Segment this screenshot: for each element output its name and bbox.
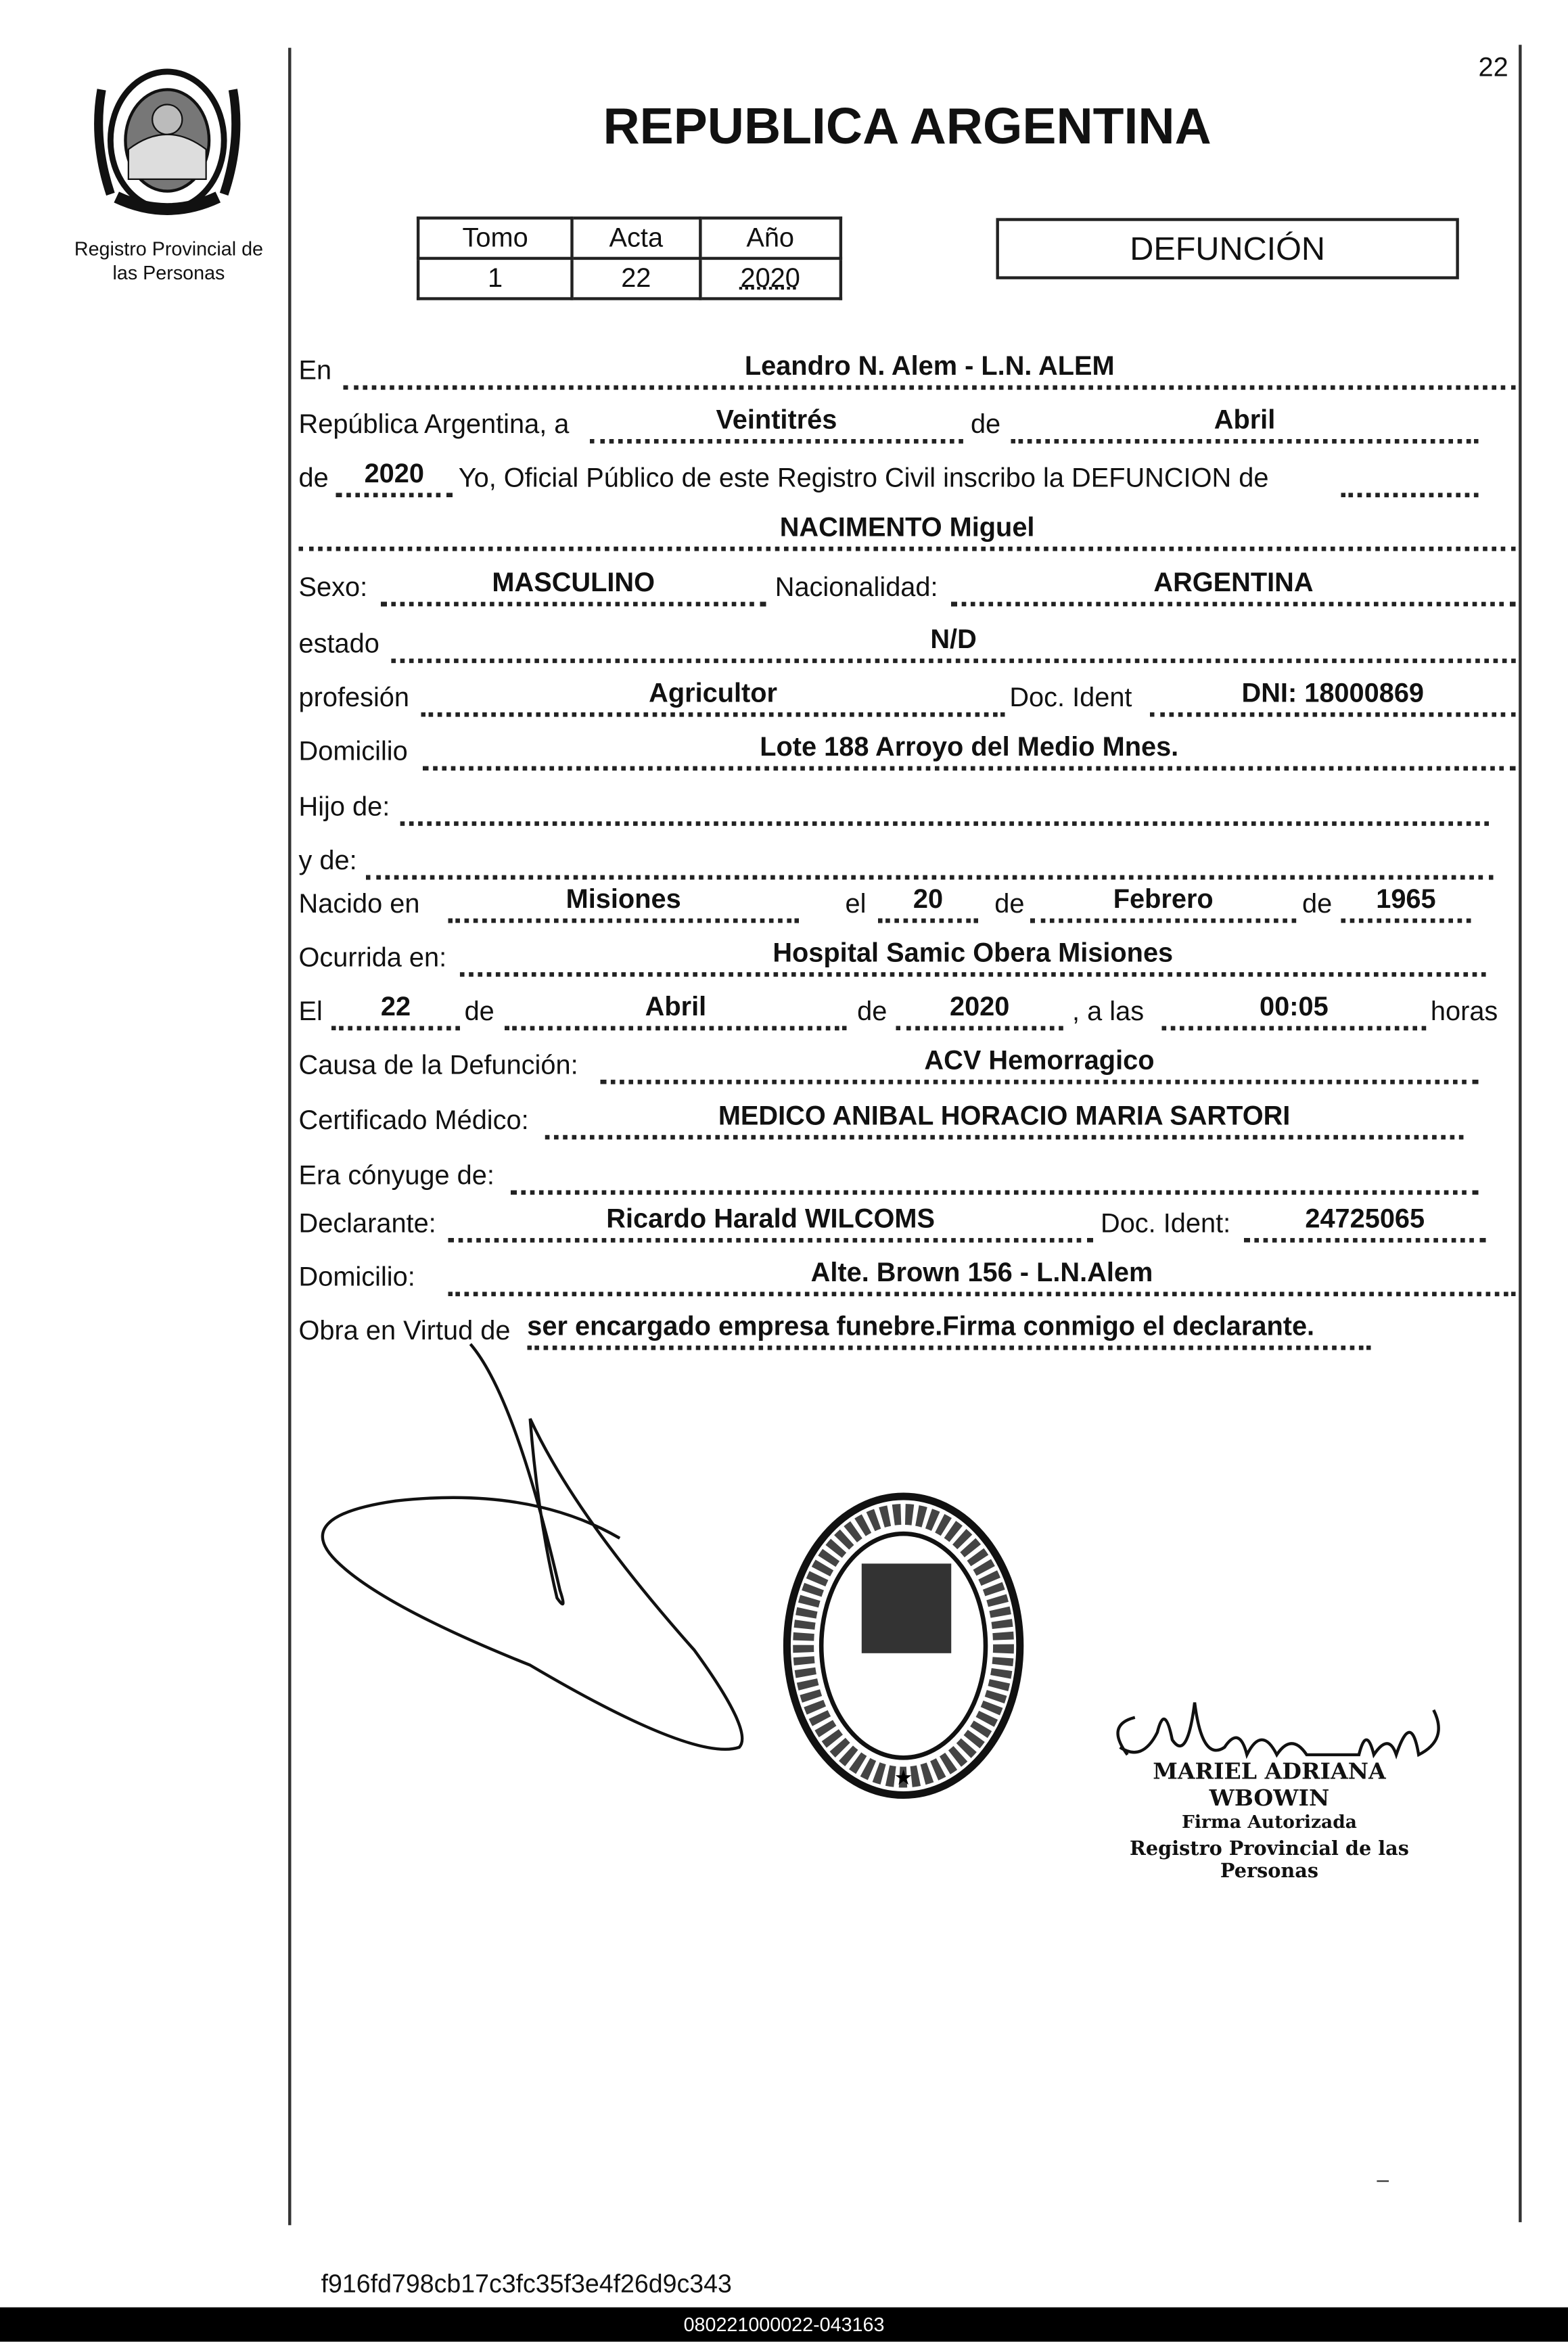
- field-death-year: 2020: [896, 993, 1063, 1030]
- declarant-signature: [306, 1337, 769, 1770]
- label-en: En: [298, 355, 332, 386]
- official-title: Firma Autorizada: [1182, 1811, 1357, 1833]
- row-birth: [0, 883, 1568, 923]
- row-name: [0, 512, 1568, 551]
- label-obra-en-virtud: Obra en Virtud de: [298, 1315, 511, 1346]
- row-profession: [0, 678, 1568, 717]
- field-month: Abril: [1011, 406, 1479, 443]
- label-horas: horas: [1430, 996, 1498, 1026]
- field-declarant-address: Alte. Brown 156 - L.N.Alem: [448, 1259, 1515, 1296]
- field-birth-day: 20: [878, 886, 978, 923]
- label-profesion: profesión: [298, 682, 410, 713]
- registry-stamp: [777, 1486, 1030, 1808]
- field-sex: MASCULINO: [381, 569, 766, 606]
- header-acta: Acta: [572, 218, 699, 258]
- label-conyuge: Era cónyuge de:: [298, 1160, 494, 1191]
- label-sexo: Sexo:: [298, 572, 368, 602]
- field-day: Veintitrés: [590, 406, 963, 443]
- label-el: El: [298, 996, 323, 1026]
- field-marital-status: N/D: [391, 626, 1515, 663]
- field-deceased-name: NACIMENTO Miguel: [299, 513, 1516, 551]
- field-cause-of-death: ACV Hemorragico: [600, 1047, 1478, 1084]
- svg-text:★: ★: [894, 1766, 913, 1791]
- label-de: de: [970, 409, 1001, 440]
- label-de: de: [464, 996, 494, 1026]
- field-blank: [1341, 460, 1478, 497]
- label-y-de: y de:: [298, 845, 357, 875]
- label-de: de: [857, 996, 887, 1026]
- field-year: 2020: [336, 460, 453, 497]
- field-death-time: 00:05: [1162, 993, 1427, 1030]
- row-hijo: [0, 790, 1568, 826]
- field-death-month: Abril: [505, 993, 847, 1030]
- label-hijo-de: Hijo de:: [298, 791, 390, 822]
- document-hash: f916fd798cb17c3fc35f3e4f26d9c343: [321, 2270, 732, 2299]
- row-declarant-address: [0, 1257, 1568, 1296]
- header-ano: Año: [700, 218, 841, 258]
- field-address: Lote 188 Arroyo del Medio Mnes.: [423, 733, 1516, 771]
- field-father: [400, 789, 1489, 826]
- field-place-of-death: Hospital Samic Obera Misiones: [460, 940, 1486, 977]
- label-certificado: Certificado Médico:: [298, 1105, 529, 1135]
- header-tomo: Tomo: [418, 218, 572, 258]
- row-spouse: [0, 1159, 1568, 1195]
- field-medical-certificate: MEDICO ANIBAL HORACIO MARIA SARTORI: [545, 1102, 1464, 1139]
- label-declarante: Declarante:: [298, 1208, 436, 1239]
- field-doc-ident: DNI: 18000869: [1150, 679, 1516, 716]
- label-domicilio: Domicilio:: [298, 1262, 415, 1292]
- field-birth-year: 1965: [1341, 886, 1471, 923]
- field-birthplace: Misiones: [448, 886, 799, 923]
- row-yde: [0, 844, 1568, 879]
- row-declarant: [0, 1203, 1568, 1243]
- value-ano: 2020: [700, 258, 841, 299]
- label-republica: República Argentina, a: [298, 409, 570, 440]
- row-year: [0, 458, 1568, 497]
- row-place: [0, 350, 1568, 390]
- registry-line-1: Registro Provincial de: [74, 237, 264, 260]
- value-acta: 22: [572, 258, 699, 299]
- province-coat-of-arms-logo: [89, 60, 246, 221]
- page-number: 22: [1478, 52, 1508, 83]
- field-nationality: ARGENTINA: [951, 569, 1515, 606]
- row-sex: [0, 567, 1568, 606]
- label-de: de: [994, 888, 1025, 919]
- field-reason: ser encargado empresa funebre.Firma conmigo el declarante.: [527, 1312, 1370, 1350]
- registry-line-2: las Personas: [112, 261, 225, 284]
- label-domicilio: Domicilio: [298, 736, 408, 766]
- document-type-box: DEFUNCIÓN: [996, 218, 1458, 279]
- label-de: de: [1302, 888, 1333, 919]
- row-certificate: [0, 1103, 1568, 1139]
- label-doc-ident: Doc. Ident: [1009, 682, 1132, 713]
- row-date: [0, 405, 1568, 444]
- label-causa: Causa de la Defunción:: [298, 1049, 578, 1080]
- field-death-day: 22: [331, 993, 460, 1030]
- field-mother: [366, 842, 1494, 879]
- row-estado: [0, 624, 1568, 663]
- official-office: Registro Provincial de las Personas: [1130, 1838, 1409, 1883]
- field-place: Leandro N. Alem - L.N. ALEM: [344, 352, 1516, 390]
- field-declarant-doc: 24725065: [1244, 1206, 1486, 1243]
- label-doc-ident: Doc. Ident:: [1101, 1208, 1231, 1239]
- label-estado: estado: [298, 628, 379, 659]
- label-de: de: [298, 463, 329, 493]
- registry-caption: [60, 237, 277, 285]
- field-spouse: [511, 1157, 1479, 1195]
- row-ocurrida: [0, 938, 1568, 977]
- row-obra: [0, 1311, 1568, 1350]
- page-title: REPUBLICA ARGENTINA: [603, 98, 1212, 156]
- field-birth-month: Febrero: [1030, 886, 1296, 923]
- label-ocurrida-en: Ocurrida en:: [298, 942, 447, 973]
- footer-id-bar: [0, 2307, 1568, 2342]
- value-tomo: 1: [418, 258, 572, 299]
- row-death-date: [0, 991, 1568, 1030]
- row-cause: [0, 1045, 1568, 1084]
- label-el: el: [845, 888, 867, 919]
- label-a-las: , a las: [1072, 996, 1145, 1026]
- barcode-id: 080221000022-043163: [683, 2313, 885, 2336]
- label-nacionalidad: Nacionalidad:: [775, 572, 938, 602]
- official-stamp-block: [1098, 1758, 1442, 1883]
- field-profession: Agricultor: [421, 679, 1005, 716]
- official-statement: Yo, Oficial Público de este Registro Civil inscribo la DEFUNCION de: [458, 463, 1269, 493]
- official-name: MARIEL ADRIANA WBOWIN: [1153, 1758, 1386, 1812]
- row-domicilio: [0, 731, 1568, 771]
- field-declarant: Ricardo Harald WILCOMS: [448, 1206, 1093, 1243]
- label-nacido-en: Nacido en: [298, 888, 420, 919]
- record-table: [417, 216, 842, 300]
- mark-dash: [1377, 2180, 1389, 2182]
